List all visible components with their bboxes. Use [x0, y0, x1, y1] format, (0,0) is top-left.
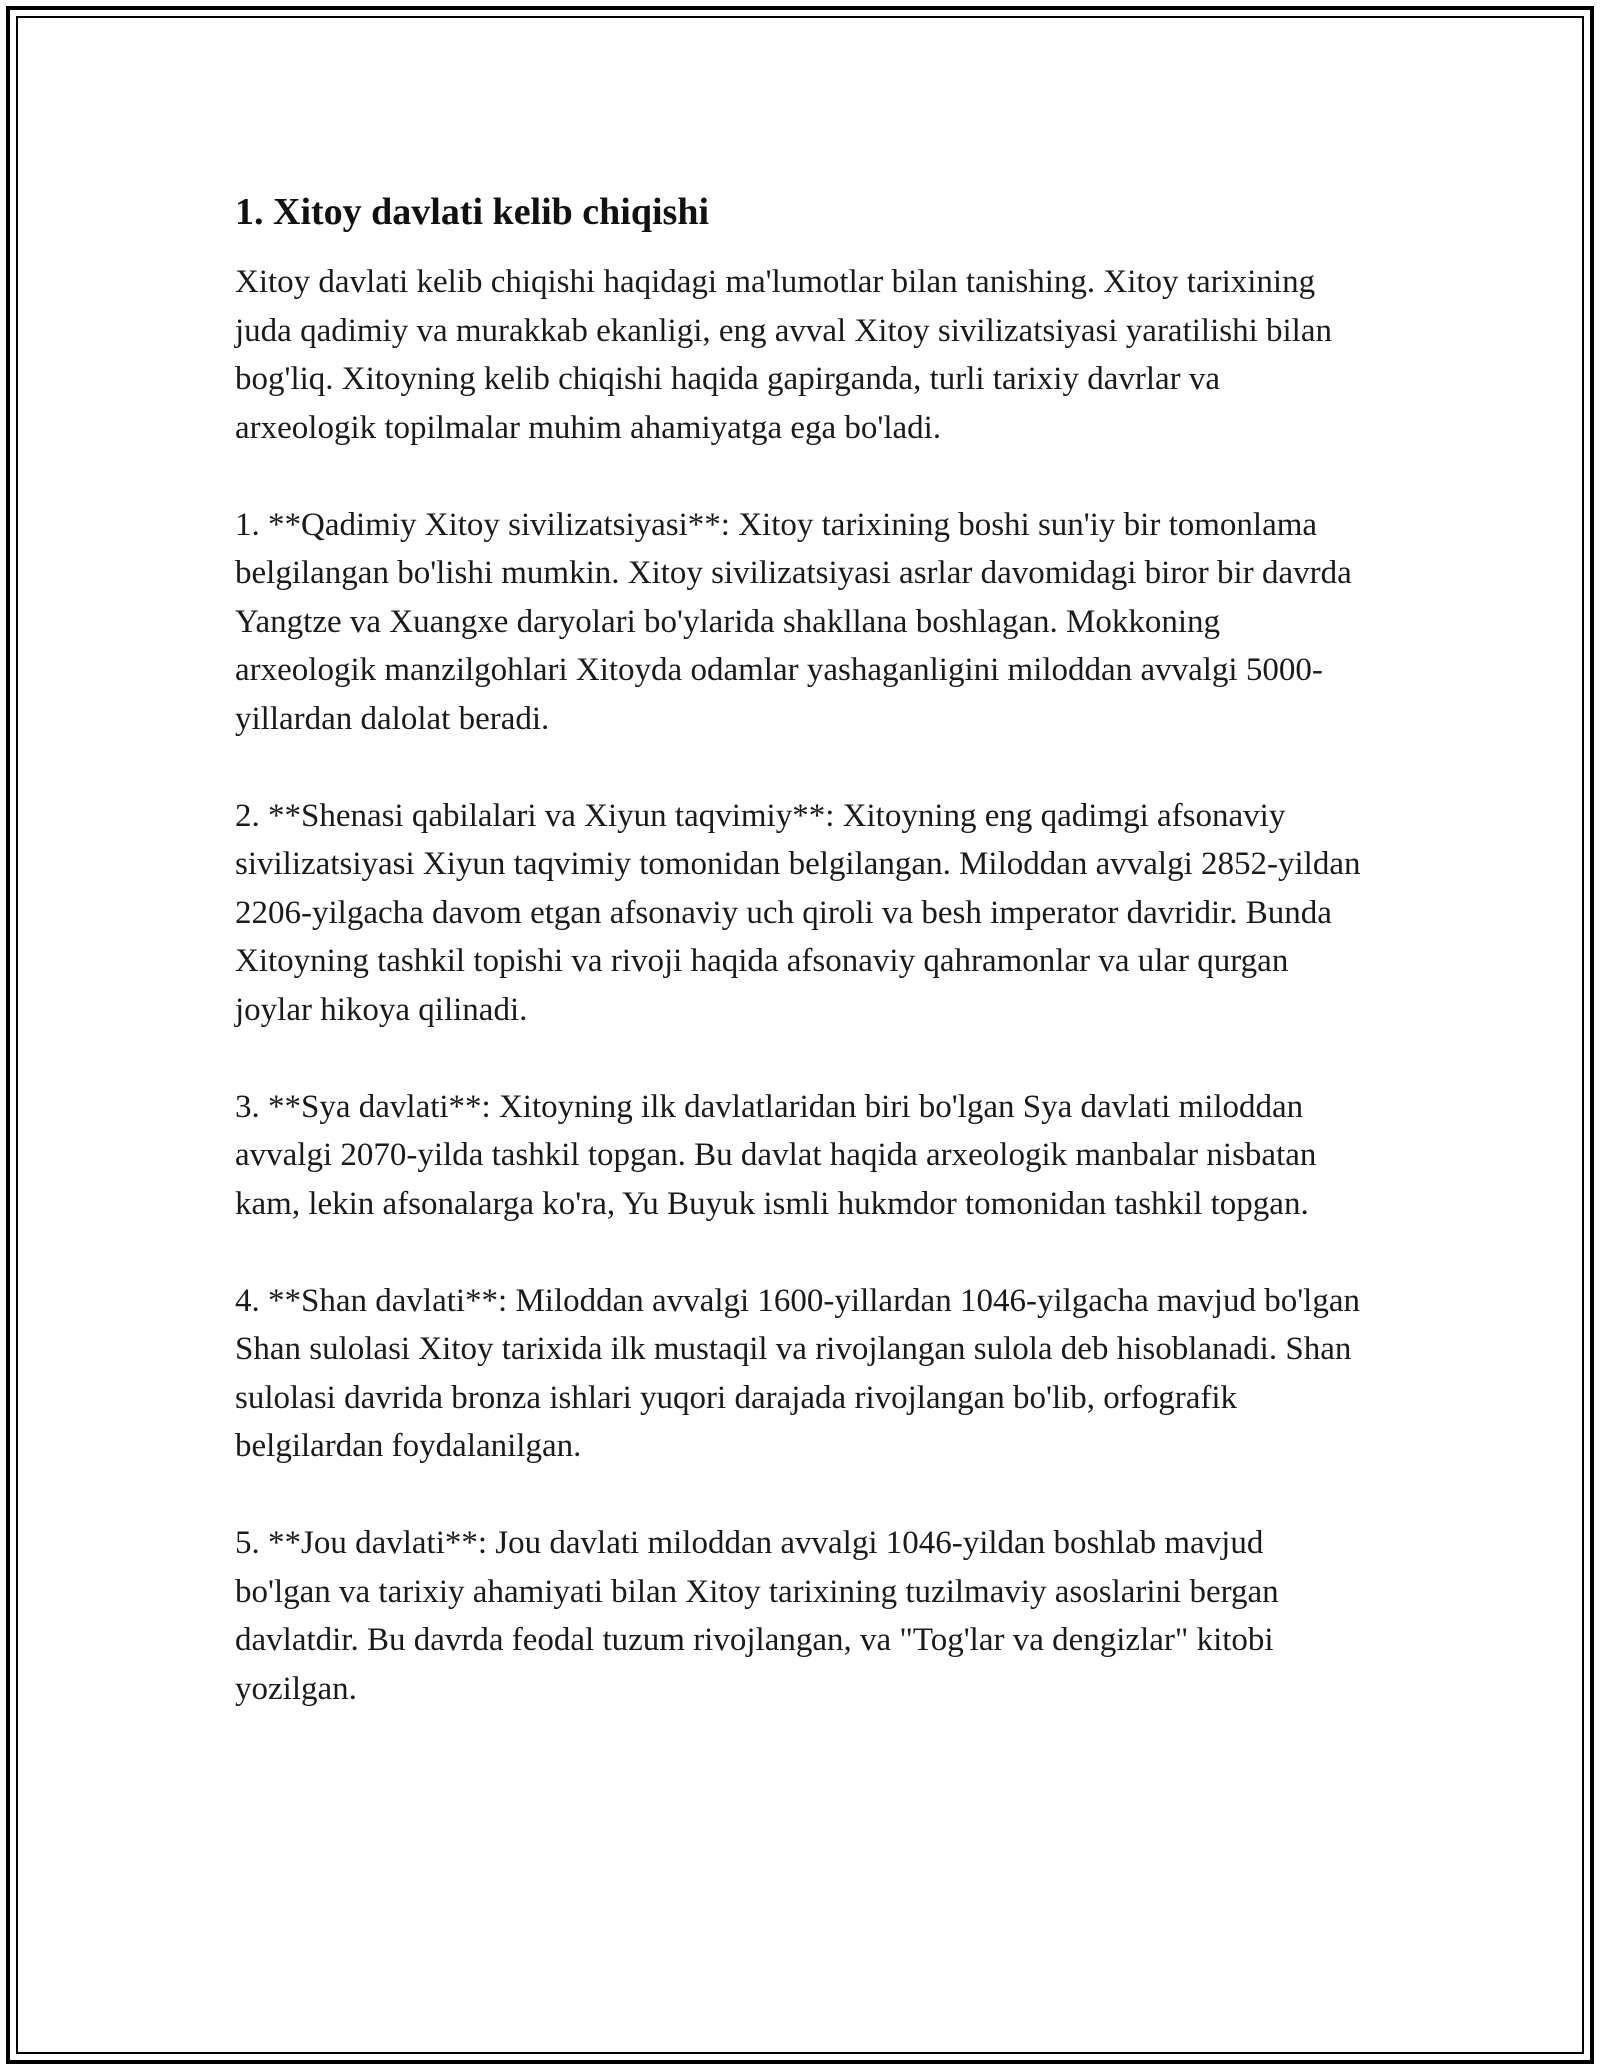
- intro-paragraph: Xitoy davlati kelib chiqishi haqidagi ma'lumotlar bilan tanishing. Xitoy tarixining juda qadimiy va murakkab ekanligi, eng avval Xitoy sivilizatsiyasi yaratilishi bilan bog'liq. Xitoyning kelib chiqishi haqida gapirganda, turli tarixiy davrlar va arxeologik topilmalar muhim ahamiyatga ega bo'ladi.: [235, 264, 1332, 446]
- paragraph-shan-davlati: 4. **Shan davlati**: Miloddan avvalgi 1600-yillardan 1046-yilgacha mavjud bo'lgan Shan sulolasi Xitoy tarixida ilk mustaqil va rivojlangan sulola deb hisoblanadi. Shan sulolasi davrida bronza ishlari yuqori darajada rivojlangan bo'lib, orfografik belgilardan foydalanilgan.: [235, 1282, 1360, 1464]
- paragraph-jou-davlati: 5. **Jou davlati**: Jou davlati miloddan avvalgi 1046-yildan boshlab mavjud bo'lgan va tarixiy ahamiyati bilan Xitoy tarixining tuzilmaviy asoslarini bergan davlatdir. Bu davrda feodal tuzum rivojlangan, va "Tog'lar va dengizlar" kitobi yozilgan.: [235, 1525, 1279, 1707]
- paragraph-shenasi-qabilalari: 2. **Shenasi qabilalari va Xiyun taqvimiy**: Xitoyning eng qadimgi afsonaviy sivilizatsiyasi Xiyun taqvimiy tomonidan belgilangan. Miloddan avvalgi 2852-yildan 2206-yilgacha davom etgan afsonaviy uch qiroli va besh imperator davridir. Bunda Xitoyning tashkil topishi va rivoji haqida afsonaviy qahramonlar va ular qurgan joylar hikoya qilinadi.: [235, 797, 1361, 1028]
- paragraph-qadimiy-xitoy: 1. **Qadimiy Xitoy sivilizatsiyasi**: Xitoy tarixining boshi sun'iy bir tomonlama belgilangan bo'lishi mumkin. Xitoy sivilizatsiyasi asrlar davomidagi biror bir davrda Yangtze va Xuangxe daryolari bo'ylarida shakllana boshlagan. Mokkoning arxeologik manzilgohlari Xitoyda odamlar yashaganligini miloddan avvalgi 5000-yillardan dalolat beradi.: [235, 506, 1352, 737]
- document-title: 1. Xitoy davlati kelib chiqishi: [235, 191, 710, 233]
- paragraph-sya-davlati: 3. **Sya davlati**: Xitoyning ilk davlatlaridan biri bo'lgan Sya davlati miloddan avvalgi 2070-yilda tashkil topgan. Bu davlat haqida arxeologik manbalar nisbatan kam, lekin afsonalarga ko'ra, Yu Buyuk ismli hukmdor tomonidan tashkil topgan.: [235, 1088, 1317, 1222]
- document-body: [235, 188, 1365, 1762]
